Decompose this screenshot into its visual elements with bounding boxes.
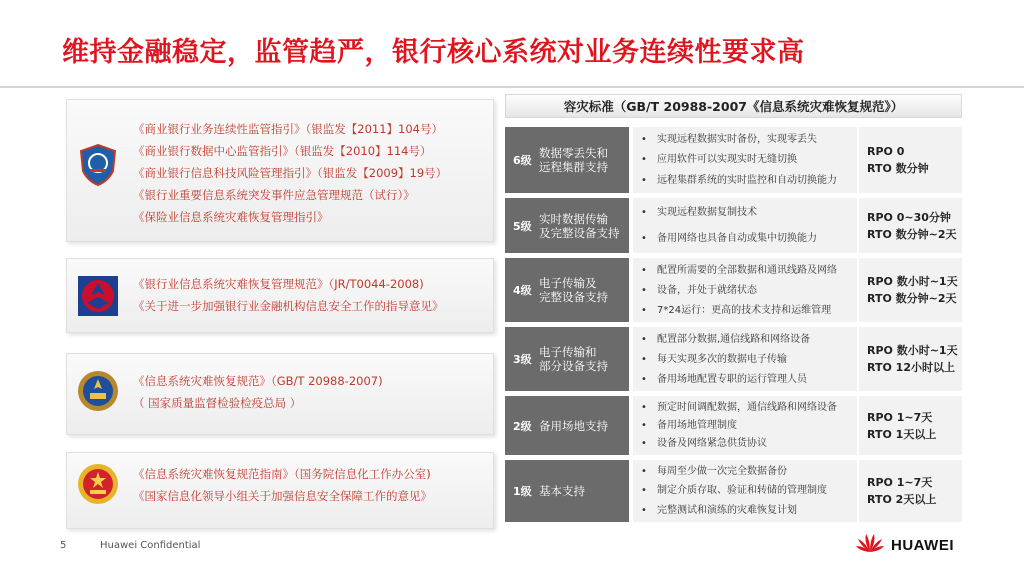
requirement-item: • 制定介质存取、验证和转储的管理制度 (637, 484, 853, 497)
regulation-group-aqsiq (66, 353, 494, 435)
rpo-value: RPO 数小时~1天 (867, 275, 958, 288)
rpo-value: RPO 0~30分钟 (867, 210, 951, 224)
rto-value: RTO 2天以上 (867, 493, 937, 506)
requirement-item: • 完整测试和演练的灾难恢复计划 (637, 504, 853, 517)
regulation-group-pboc (66, 258, 494, 333)
level-row-5 (505, 198, 962, 253)
level-requirements (633, 258, 857, 322)
level-metrics (859, 460, 962, 522)
level-number: 3级 (513, 353, 532, 366)
requirement-item: • 7*24运行：更高的技术支持和运维管理 (637, 304, 853, 317)
level-name: 及完整设备支持 (539, 225, 620, 240)
requirement-item: • 远程集群系统的实时监控和自动切换能力 (637, 174, 853, 187)
standard-title: 容灾标准（GB/T 20988-2007《信息系统灾难恢复规范》） (505, 94, 962, 118)
regulation-line: 《银行业重要信息系统突发事件应急管理规范（试行）》 (133, 188, 415, 202)
level-requirements (633, 396, 857, 455)
level-label (505, 127, 629, 193)
level-number: 6级 (513, 154, 532, 167)
slide-title: 维持金融稳定，监管趋严，银行核心系统对业务连续性要求高 (62, 37, 805, 68)
level-number: 4级 (513, 284, 532, 297)
level-requirements (633, 327, 857, 391)
regulation-line: 《保险业信息系统灾难恢复管理指引》 (133, 210, 329, 224)
requirement-item: • 实现远程数据复制技术 (637, 206, 853, 219)
level-number: 2级 (513, 419, 532, 433)
rto-value: RTO 数分钟~2天 (867, 292, 957, 305)
level-row-1 (505, 460, 962, 522)
rpo-value: RPO 1~7天 (867, 476, 933, 489)
level-requirements (633, 127, 857, 193)
level-requirements (633, 460, 857, 522)
regulation-line: 《信息系统灾难恢复规范指南》（国务院信息化工作办公室) (133, 467, 431, 481)
rto-value: RTO 数分钟~2天 (867, 227, 957, 241)
regulation-line: 《国家信息化领导小组关于加强信息安全保障工作的意见》 (133, 489, 432, 503)
level-name: 部分设备支持 (539, 359, 608, 373)
level-requirements (633, 198, 857, 253)
requirement-item: • 每周至少做一次完全数据备份 (637, 465, 853, 478)
regulation-line: 《关于进一步加强银行业金融机构信息安全工作的指导意见》 (133, 299, 444, 313)
level-name: 数据零丢失和 (539, 146, 608, 160)
level-number: 1级 (513, 485, 532, 498)
regulation-line: 《商业银行数据中心监管指引》（银监发【2010】114号） (133, 144, 432, 158)
level-name: 备用场地支持 (539, 418, 608, 433)
cbrc-shield-icon (75, 142, 121, 188)
level-label (505, 327, 629, 391)
requirement-item: • 设备，并处于就绪状态 (637, 284, 853, 297)
level-name: 完整设备支持 (539, 290, 608, 304)
level-name: 远程集群支持 (539, 160, 608, 174)
huawei-wordmark: HUAWEI (891, 536, 954, 554)
page-number: 5 (60, 540, 67, 551)
level-metrics (859, 396, 962, 455)
huawei-petal-logo-icon (855, 532, 885, 558)
level-metrics (859, 327, 962, 391)
level-metrics (859, 258, 962, 322)
level-number: 5级 (513, 219, 532, 233)
regulation-line: 《商业银行业务连续性监管指引》（银监发【2011】104号） (133, 122, 443, 136)
regulation-line: 《信息系统灾难恢复规范》（GB/T 20988-2007) (133, 374, 383, 388)
requirement-item: • 备用场地配置专职的运行管理人员 (637, 373, 853, 386)
requirement-item: • 配置部分数据,通信线路和网络设备 (637, 333, 853, 346)
rpo-value: RPO 1~7天 (867, 410, 933, 424)
level-label (505, 258, 629, 322)
rpo-value: RPO 0 (867, 145, 905, 158)
level-name: 电子传输和 (539, 345, 597, 359)
requirement-item: • 实现远程数据实时备份，实现零丢失 (637, 133, 853, 146)
level-metrics (859, 198, 962, 253)
level-label (505, 460, 629, 522)
regulation-group-cbrc (66, 99, 494, 242)
rto-value: RTO 12小时以上 (867, 361, 955, 374)
regulation-group-state-council (66, 452, 494, 529)
regulation-line: （ 国家质量监督检验检疫总局 ） (133, 396, 302, 410)
level-label (505, 198, 629, 253)
regulation-line: 《银行业信息系统灾难恢复管理规范》（JR/T0044-2008) (133, 277, 424, 291)
requirement-item: • 设备及网络紧急供货协议 (637, 437, 853, 450)
requirement-item: • 配置所需要的全部数据和通讯线路及网络 (637, 264, 853, 277)
huawei-logo (855, 532, 954, 558)
level-name: 基本支持 (539, 484, 585, 498)
requirement-item: • 预定时间调配数据，通信线路和网络设备 (637, 401, 853, 414)
regulation-line: 《商业银行信息科技风险管理指引》（银监发【2009】19号） (133, 166, 448, 180)
level-name: 实时数据传输 (539, 211, 608, 226)
pboc-emblem-icon (75, 273, 121, 319)
rto-value: RTO 1天以上 (867, 427, 937, 441)
requirement-item: • 备用场地管理制度 (637, 419, 853, 432)
requirement-item: • 应用软件可以实现实时无缝切换 (637, 153, 853, 166)
requirement-item: • 每天实现多次的数据电子传输 (637, 353, 853, 366)
level-row-4 (505, 258, 962, 322)
requirement-item: • 备用网络也具备自动或集中切换能力 (637, 232, 853, 245)
level-metrics (859, 127, 962, 193)
aqsiq-emblem-icon (75, 368, 121, 414)
confidential-label: Huawei Confidential (100, 540, 201, 551)
level-row-3 (505, 327, 962, 391)
title-divider (0, 86, 1024, 88)
level-row-6 (505, 127, 962, 193)
level-row-2 (505, 396, 962, 455)
rpo-value: RPO 数小时~1天 (867, 344, 958, 357)
national-emblem-icon (75, 461, 121, 507)
rto-value: RTO 数分钟 (867, 162, 929, 175)
level-label (505, 396, 629, 455)
level-name: 电子传输及 (539, 276, 597, 290)
